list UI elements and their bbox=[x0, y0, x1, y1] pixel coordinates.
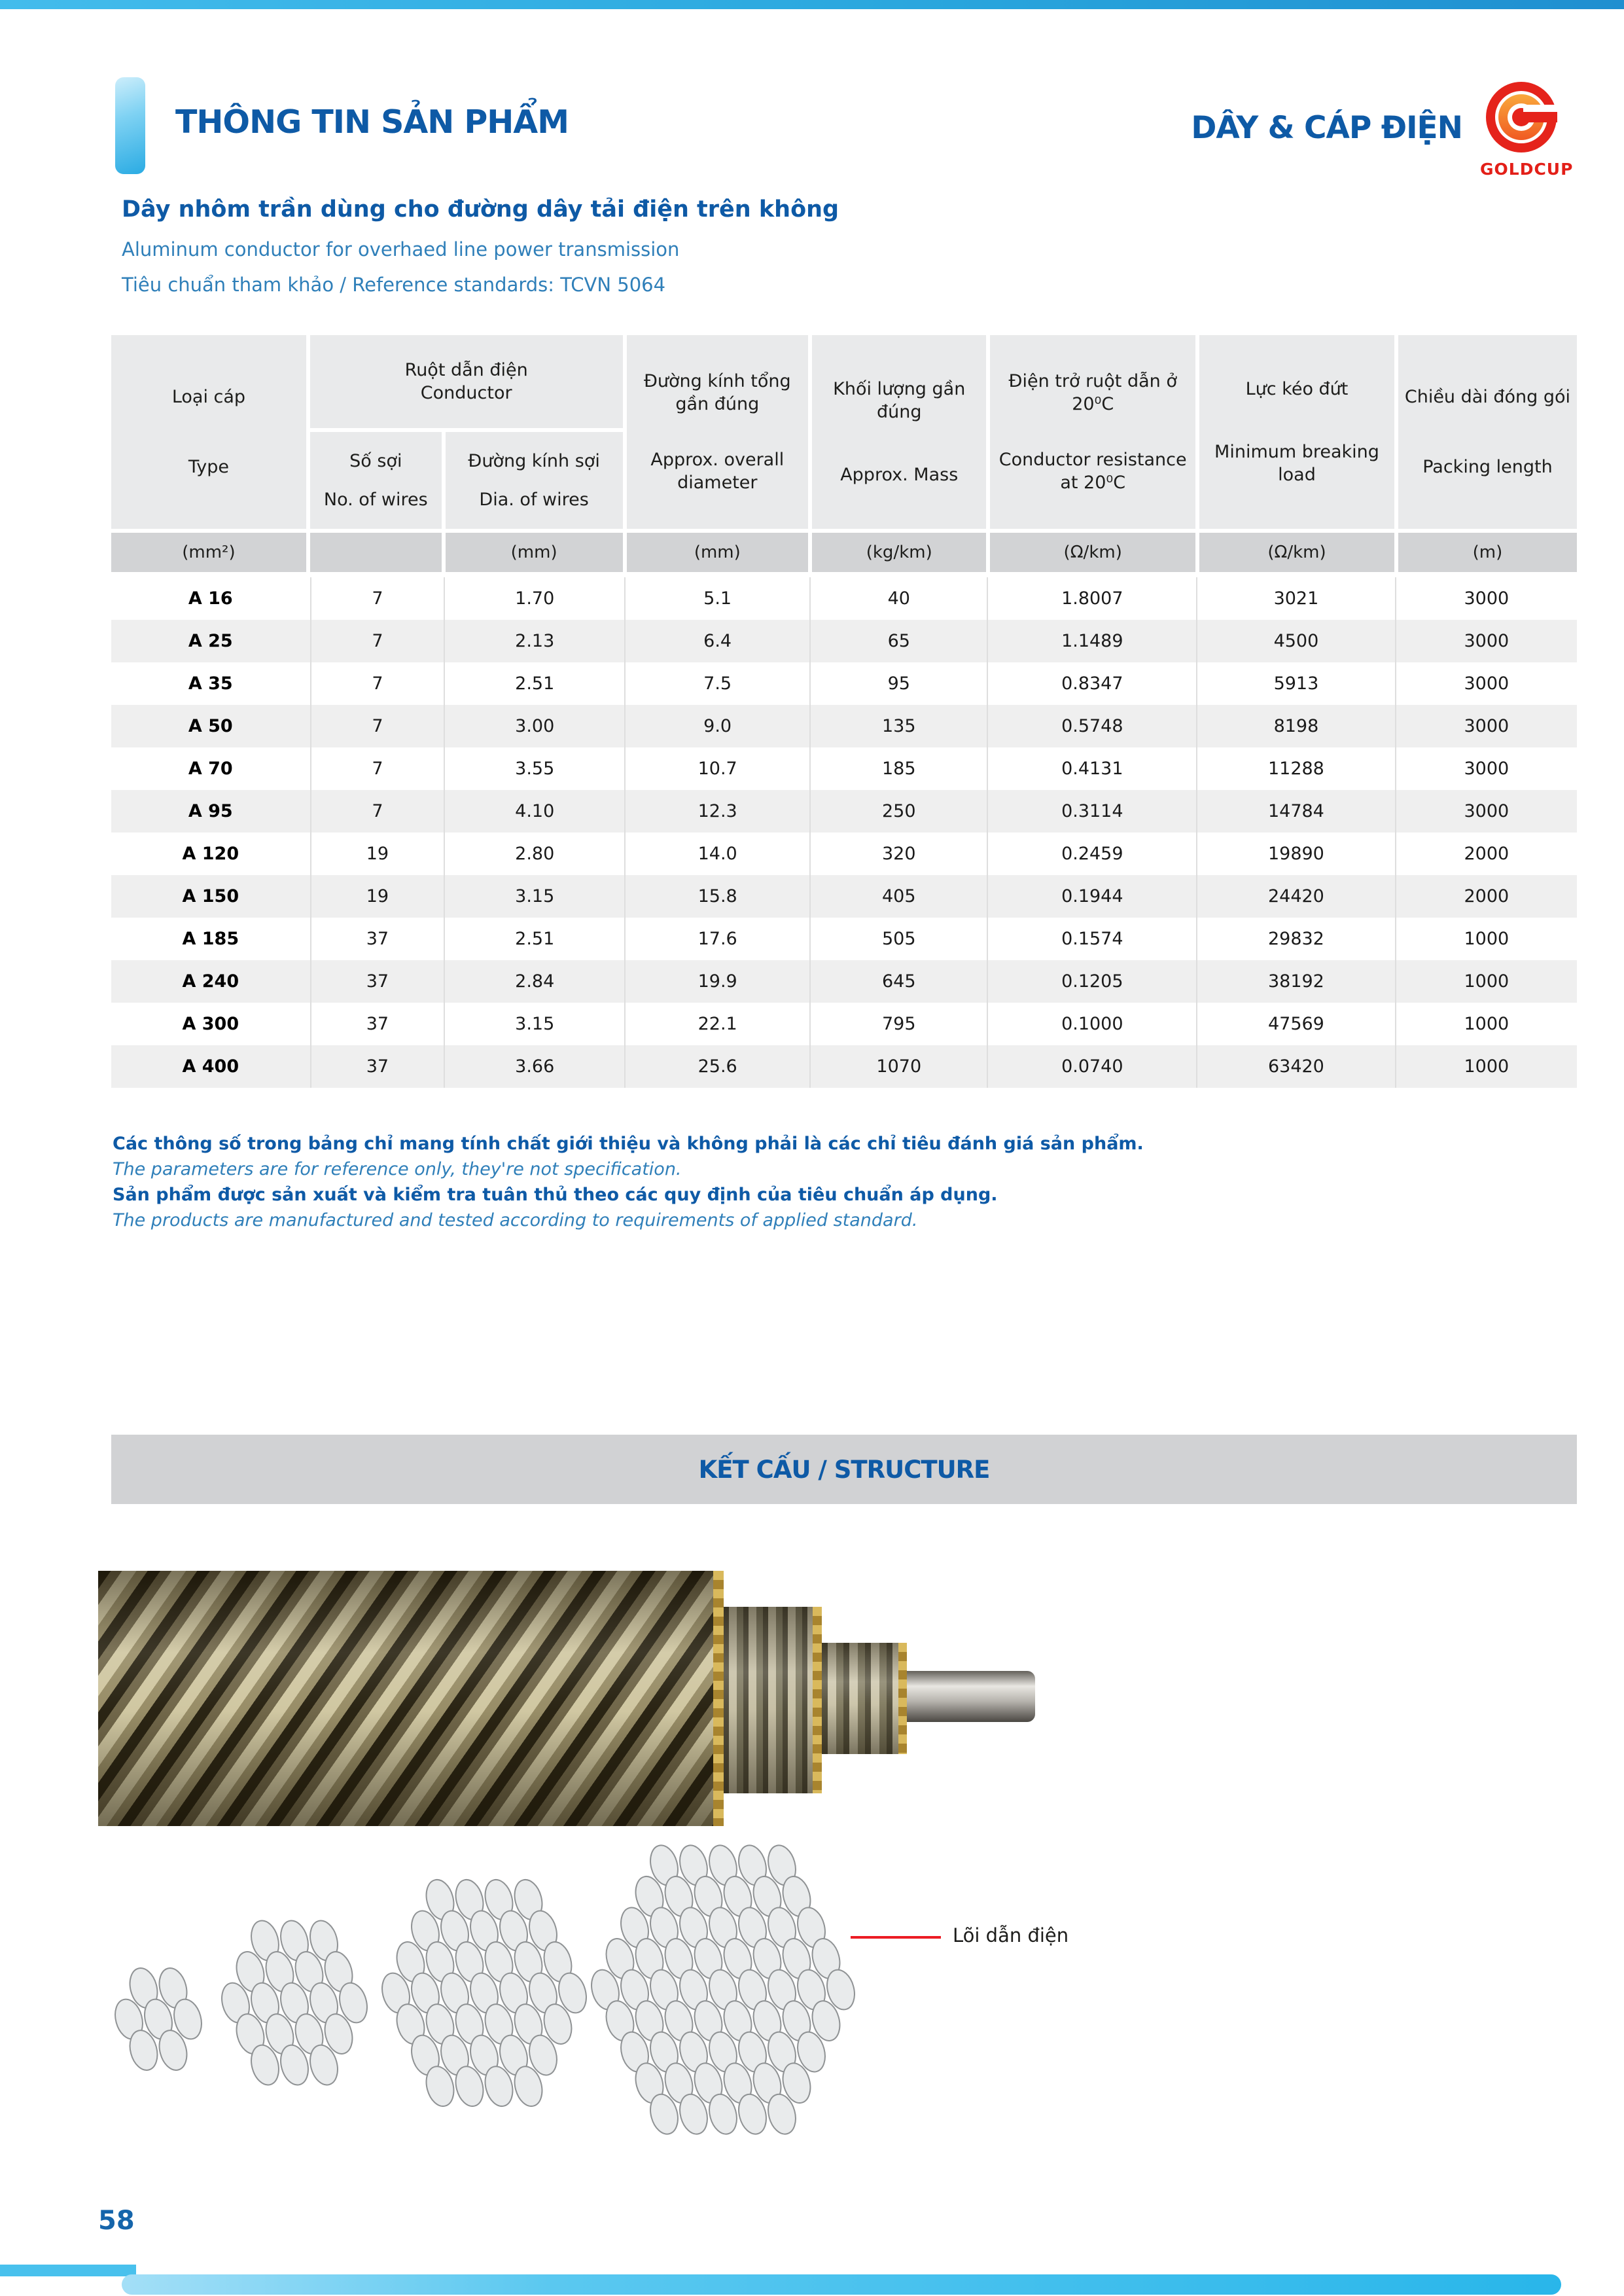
row-value-cell: 12.3 bbox=[624, 790, 809, 833]
row-value-cell: 14784 bbox=[1196, 790, 1395, 833]
row-value-cell: 645 bbox=[809, 960, 987, 1003]
col-header-conductor-en: Conductor bbox=[420, 383, 512, 403]
row-value-cell: 2.51 bbox=[444, 918, 624, 960]
row-value-cell: 25.6 bbox=[624, 1045, 809, 1088]
table-header bbox=[111, 335, 1577, 529]
row-value-cell: 7 bbox=[310, 705, 444, 747]
row-value-cell: 65 bbox=[809, 620, 987, 662]
row-value-cell: 19 bbox=[310, 833, 444, 875]
reference-standards: Tiêu chuẩn tham khảo / Reference standards: TCVN 5064 bbox=[122, 274, 666, 296]
structure-section-title: KẾT CẤU / STRUCTURE bbox=[698, 1455, 990, 1484]
note-line: The parameters are for reference only, they're not specification. bbox=[113, 1159, 682, 1179]
row-value-cell: 3.66 bbox=[444, 1045, 624, 1088]
row-value-cell: 5.1 bbox=[624, 577, 809, 620]
row-value-cell: 795 bbox=[809, 1003, 987, 1045]
col-header-type-vi: Loại cáp bbox=[171, 386, 246, 407]
row-value-cell: 3000 bbox=[1395, 577, 1577, 620]
row-value-cell: 6.4 bbox=[624, 620, 809, 662]
cable-photo-cut-edge-1 bbox=[713, 1571, 724, 1826]
unit-cell: (Ω/km) bbox=[1199, 533, 1394, 572]
col-header-conductor bbox=[310, 335, 623, 428]
row-value-cell: 1000 bbox=[1395, 1003, 1577, 1045]
row-type-cell: A 16 bbox=[188, 588, 233, 609]
page-number: 58 bbox=[98, 2206, 135, 2236]
row-value-cell: 0.1000 bbox=[987, 1003, 1196, 1045]
row-value-cell: 3000 bbox=[1395, 620, 1577, 662]
row-value-cell: 2.51 bbox=[444, 662, 624, 705]
note-line: Sản phẩm được sản xuất và kiểm tra tuân thủ theo các quy định của tiêu chuẩn áp dụng. bbox=[113, 1185, 998, 1205]
cable-photo-core-wire bbox=[907, 1671, 1035, 1722]
row-value-cell: 9.0 bbox=[624, 705, 809, 747]
row-value-cell: 505 bbox=[809, 918, 987, 960]
row-type-cell: A 150 bbox=[182, 886, 239, 906]
table-row bbox=[111, 833, 1577, 875]
col-header-mass bbox=[812, 335, 986, 529]
row-value-cell: 2.84 bbox=[444, 960, 624, 1003]
row-type-cell: A 70 bbox=[188, 759, 233, 779]
row-value-cell: 37 bbox=[310, 960, 444, 1003]
row-value-cell: 95 bbox=[809, 662, 987, 705]
col-header-mass-en: Approx. Mass bbox=[840, 465, 959, 485]
col-header-wire-dia-vi: Đường kính sợi bbox=[468, 451, 600, 472]
core-pointer-line bbox=[851, 1936, 941, 1939]
col-header-packing-length bbox=[1398, 335, 1577, 529]
row-value-cell: 3.55 bbox=[444, 747, 624, 790]
brand-title: DÂY & CÁP ĐIỆN bbox=[1191, 110, 1462, 146]
footer-accent-bar bbox=[122, 2274, 1561, 2295]
row-type-cell: A 50 bbox=[188, 716, 233, 736]
top-accent-bar bbox=[0, 0, 1624, 9]
cable-photo-middle-layer bbox=[724, 1607, 822, 1793]
row-value-cell: 24420 bbox=[1196, 875, 1395, 918]
col-header-type bbox=[111, 335, 306, 529]
row-value-cell: 47569 bbox=[1196, 1003, 1395, 1045]
row-value-cell: 0.1944 bbox=[987, 875, 1196, 918]
table-row bbox=[111, 577, 1577, 620]
table-row bbox=[111, 1045, 1577, 1088]
table-row bbox=[111, 790, 1577, 833]
row-type-cell: A 240 bbox=[182, 971, 239, 992]
col-header-resistance-vi: Điện trở ruột dẫn ở 20⁰C bbox=[1008, 371, 1177, 415]
row-value-cell: 2.80 bbox=[444, 833, 624, 875]
table-row bbox=[111, 705, 1577, 747]
col-header-breaking-load bbox=[1199, 335, 1394, 529]
goldcup-logo bbox=[1480, 81, 1574, 179]
row-value-cell: 2.13 bbox=[444, 620, 624, 662]
structure-section-header bbox=[111, 1435, 1577, 1504]
row-value-cell: 0.2459 bbox=[987, 833, 1196, 875]
cable-photo-cut-edge-3 bbox=[898, 1643, 907, 1754]
row-type-cell: A 185 bbox=[182, 929, 239, 949]
row-value-cell: 250 bbox=[809, 790, 987, 833]
row-value-cell: 8198 bbox=[1196, 705, 1395, 747]
col-header-mass-vi: Khối lượng gần đúng bbox=[833, 378, 966, 422]
row-value-cell: 2000 bbox=[1395, 875, 1577, 918]
col-header-overall-dia-vi: Đường kính tổng gần đúng bbox=[643, 371, 791, 415]
col-header-conductor-vi: Ruột dẫn điện bbox=[404, 359, 528, 380]
table-row bbox=[111, 662, 1577, 705]
row-value-cell: 3000 bbox=[1395, 662, 1577, 705]
goldcup-logo-icon bbox=[1485, 81, 1557, 153]
row-value-cell: 3.15 bbox=[444, 875, 624, 918]
row-value-cell: 38192 bbox=[1196, 960, 1395, 1003]
row-value-cell: 7 bbox=[310, 620, 444, 662]
row-type-cell: A 120 bbox=[182, 844, 239, 864]
row-value-cell: 29832 bbox=[1196, 918, 1395, 960]
cable-photo-cut-edge-2 bbox=[813, 1607, 822, 1793]
row-value-cell: 0.5748 bbox=[987, 705, 1196, 747]
cable-photo-inner-layer bbox=[822, 1643, 907, 1754]
spec-table bbox=[111, 335, 1577, 1088]
row-value-cell: 3000 bbox=[1395, 790, 1577, 833]
unit-cell bbox=[310, 533, 442, 572]
row-value-cell: 0.1574 bbox=[987, 918, 1196, 960]
row-value-cell: 11288 bbox=[1196, 747, 1395, 790]
product-title-en: Aluminum conductor for overhaed line power transmission bbox=[122, 238, 680, 260]
row-type-cell: A 35 bbox=[188, 673, 233, 694]
row-value-cell: 7 bbox=[310, 747, 444, 790]
wire-bundle-19 bbox=[218, 1918, 372, 2088]
row-value-cell: 63420 bbox=[1196, 1045, 1395, 1088]
row-value-cell: 1.70 bbox=[444, 577, 624, 620]
row-value-cell: 22.1 bbox=[624, 1003, 809, 1045]
col-header-resistance bbox=[990, 335, 1195, 529]
row-value-cell: 3000 bbox=[1395, 747, 1577, 790]
unit-cell: (mm) bbox=[446, 533, 623, 572]
section-accent-bar bbox=[115, 77, 145, 174]
row-value-cell: 1070 bbox=[809, 1045, 987, 1088]
table-row bbox=[111, 875, 1577, 918]
row-value-cell: 1000 bbox=[1395, 1045, 1577, 1088]
row-value-cell: 17.6 bbox=[624, 918, 809, 960]
col-header-wires-vi: Số sợi bbox=[349, 451, 402, 472]
row-value-cell: 19.9 bbox=[624, 960, 809, 1003]
row-value-cell: 320 bbox=[809, 833, 987, 875]
col-header-breaking-load-en: Minimum breaking load bbox=[1214, 441, 1379, 485]
unit-cell: (mm²) bbox=[111, 533, 306, 572]
row-value-cell: 1.1489 bbox=[987, 620, 1196, 662]
row-value-cell: 1000 bbox=[1395, 960, 1577, 1003]
table-row bbox=[111, 747, 1577, 790]
table-row bbox=[111, 960, 1577, 1003]
row-value-cell: 10.7 bbox=[624, 747, 809, 790]
row-value-cell: 37 bbox=[310, 1003, 444, 1045]
page-title: THÔNG TIN SẢN PHẨM bbox=[175, 103, 569, 141]
wire-bundle-7 bbox=[111, 1965, 206, 2073]
col-header-packing-length-vi: Chiều dài đóng gói bbox=[1404, 386, 1571, 407]
unit-cell: (kg/km) bbox=[812, 533, 986, 572]
row-value-cell: 4500 bbox=[1196, 620, 1395, 662]
row-value-cell: 0.1205 bbox=[987, 960, 1196, 1003]
col-header-overall-dia bbox=[627, 335, 809, 529]
col-header-overall-dia-en: Approx. overall diameter bbox=[650, 449, 785, 493]
row-value-cell: 5913 bbox=[1196, 662, 1395, 705]
row-value-cell: 3.00 bbox=[444, 705, 624, 747]
footer-left-strip bbox=[0, 2265, 136, 2276]
row-value-cell: 14.0 bbox=[624, 833, 809, 875]
wire-cross-sections-diagram bbox=[39, 1793, 1217, 2173]
cable-photo-outer-layer bbox=[98, 1571, 724, 1826]
row-value-cell: 7 bbox=[310, 790, 444, 833]
row-value-cell: 0.3114 bbox=[987, 790, 1196, 833]
row-value-cell: 4.10 bbox=[444, 790, 624, 833]
unit-cell: (Ω/km) bbox=[990, 533, 1195, 572]
table-row bbox=[111, 620, 1577, 662]
wire-bundle-37 bbox=[378, 1876, 591, 2109]
col-header-wire-dia bbox=[446, 432, 623, 529]
notes bbox=[113, 1131, 1144, 1233]
row-value-cell: 0.8347 bbox=[987, 662, 1196, 705]
row-value-cell: 15.8 bbox=[624, 875, 809, 918]
col-header-wires-en: No. of wires bbox=[323, 489, 428, 510]
row-value-cell: 7 bbox=[310, 577, 444, 620]
col-header-packing-length-en: Packing length bbox=[1422, 457, 1553, 478]
row-value-cell: 0.4131 bbox=[987, 747, 1196, 790]
note-line: Các thông số trong bảng chỉ mang tính chất giới thiệu và không phải là các chỉ tiêu đánh giá sản phẩm. bbox=[113, 1134, 1144, 1154]
row-value-cell: 37 bbox=[310, 918, 444, 960]
row-value-cell: 7 bbox=[310, 662, 444, 705]
units-row bbox=[111, 533, 1577, 572]
table-body bbox=[111, 577, 1577, 1088]
row-type-cell: A 300 bbox=[182, 1014, 239, 1034]
row-value-cell: 7.5 bbox=[624, 662, 809, 705]
row-value-cell: 135 bbox=[809, 705, 987, 747]
row-value-cell: 3021 bbox=[1196, 577, 1395, 620]
goldcup-logo-text: GOLDCUP bbox=[1480, 160, 1574, 179]
row-value-cell: 3000 bbox=[1395, 705, 1577, 747]
col-header-wire-dia-en: Dia. of wires bbox=[479, 489, 589, 510]
col-header-type-en: Type bbox=[188, 457, 229, 478]
row-value-cell: 19 bbox=[310, 875, 444, 918]
note-line: The products are manufactured and tested according to requirements of applied standard. bbox=[113, 1210, 918, 1230]
table-row bbox=[111, 1003, 1577, 1045]
col-header-wires bbox=[310, 432, 442, 529]
row-value-cell: 37 bbox=[310, 1045, 444, 1088]
unit-cell: (mm) bbox=[627, 533, 809, 572]
row-value-cell: 19890 bbox=[1196, 833, 1395, 875]
core-label: Lõi dẫn điện bbox=[953, 1924, 1069, 1946]
row-value-cell: 1.8007 bbox=[987, 577, 1196, 620]
unit-cell: (m) bbox=[1398, 533, 1577, 572]
row-value-cell: 185 bbox=[809, 747, 987, 790]
row-type-cell: A 95 bbox=[188, 801, 233, 821]
table-row bbox=[111, 918, 1577, 960]
row-type-cell: A 400 bbox=[182, 1056, 239, 1077]
row-value-cell: 3.15 bbox=[444, 1003, 624, 1045]
row-type-cell: A 25 bbox=[188, 631, 233, 651]
row-value-cell: 2000 bbox=[1395, 833, 1577, 875]
row-value-cell: 1000 bbox=[1395, 918, 1577, 960]
row-value-cell: 40 bbox=[809, 577, 987, 620]
row-value-cell: 0.0740 bbox=[987, 1045, 1196, 1088]
col-header-breaking-load-vi: Lực kéo đứt bbox=[1245, 378, 1349, 399]
row-value-cell: 405 bbox=[809, 875, 987, 918]
product-title-vi: Dây nhôm trần dùng cho đường dây tải điện trên không bbox=[122, 196, 839, 223]
col-header-resistance-en: Conductor resistance at 20⁰C bbox=[998, 449, 1187, 493]
wire-bundle-61 bbox=[588, 1842, 859, 2138]
